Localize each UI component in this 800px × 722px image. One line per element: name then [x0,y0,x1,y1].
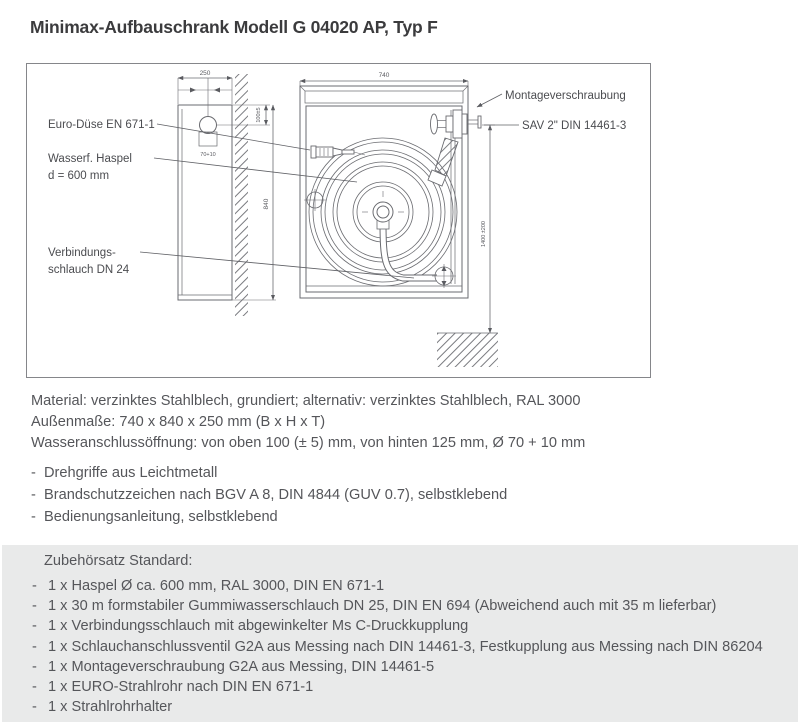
label-valve: SAV 2" DIN 14461-3 [522,120,627,132]
list-item-text: 1 x Haspel Ø ca. 600 mm, RAL 3000, DIN EN 671-1 [48,578,385,594]
wall-hatch [235,74,248,316]
list-dash: - [31,487,36,503]
list-dash: - [32,618,37,635]
list-dash: - [32,598,37,615]
list-dash: - [31,509,36,525]
list-dash: - [32,658,37,675]
page-title: Minimax-Aufbauschrank Modell G 04020 AP, Typ F [30,17,438,37]
spec-line-water-connection: Wasseranschlussöffnung: von oben 100 (± 5) mm, von hinten 125 mm, Ø 70 + 10 mm [31,435,586,451]
list-dash: - [32,578,37,594]
list-item-text: Drehgriffe aus Leichtmetall [44,465,218,481]
list-item-text: Brandschutzzeichen nach BGV A 8, DIN 4844 (GUV 0.7), selbstklebend [44,487,508,503]
list-item-text: 1 x Strahlrohrhalter [48,699,173,716]
list-item-text: 1 x Schlauchanschlussventil G2A aus Messing nach DIN 14461-3, Festkupplung aus Messing nach DIN 86204 [48,638,763,655]
label-reel-line2: d = 600 mm [48,170,110,182]
list-item [32,637,763,657]
floor-hatch [437,333,498,367]
dim-front-width: 740 [378,72,390,79]
list-item [32,697,763,717]
dim-top-offset: 100±5 [256,107,262,123]
list-item [32,657,763,677]
list-dash: - [32,638,37,655]
dim-height: 840 [263,198,270,210]
front-view [300,81,498,367]
list-item-text: Bedienungsanleitung, selbstklebend [44,509,278,525]
list-item-text: 1 x 30 m formstabiler Gummiwasserschlauch DN 25, DIN EN 694 (Abweichend auch mit 35 m lieferbar) [48,598,717,615]
cabinet-drawing [27,64,650,377]
label-reel-line1: Wasserf. Haspel [48,153,132,165]
spec-line-dimensions: Außenmaße: 740 x 840 x 250 mm (B x H x T) [31,414,326,430]
technical-drawing [26,63,651,378]
list-item [31,506,507,528]
list-item-text: 1 x EURO-Strahlrohr nach DIN EN 671-1 [48,679,314,696]
list-item-text: 1 x Montageverschraubung G2A aus Messing, DIN 14461-5 [48,658,435,675]
accessories-list [32,576,763,717]
list-item-text: 1 x Verbindungsschlauch mit abgewinkelter Ms C-Druckkupplung [48,618,469,635]
label-euro-nozzle: Euro-Düse EN 671-1 [48,119,155,131]
list-item [32,616,763,636]
spec-line-material: Material: verzinktes Stahlblech, grundiert; alternativ: verzinktes Stahlblech, RAL 3000 [31,393,581,409]
list-item [32,677,763,697]
label-hose-line2: schlauch DN 24 [48,264,130,276]
accessories-panel [2,545,798,722]
label-hose-line1: Verbindungs- [48,247,116,259]
dim-opening: 70+10 [200,152,216,158]
dim-mount-height: 1400 ±200 [481,221,487,247]
list-item [31,462,507,484]
list-dash: - [31,465,36,481]
dim-side-width: 250 [199,70,211,77]
list-dash: - [32,679,37,696]
list-item [31,484,507,506]
label-mounting: Montageverschraubung [505,90,626,102]
sav-valve [428,110,481,186]
list-item [32,576,763,596]
spec-text [31,391,585,454]
list-item [32,596,763,616]
feature-list [31,462,507,528]
accessories-heading: Zubehörsatz Standard: [44,553,193,569]
list-dash: - [32,699,37,716]
